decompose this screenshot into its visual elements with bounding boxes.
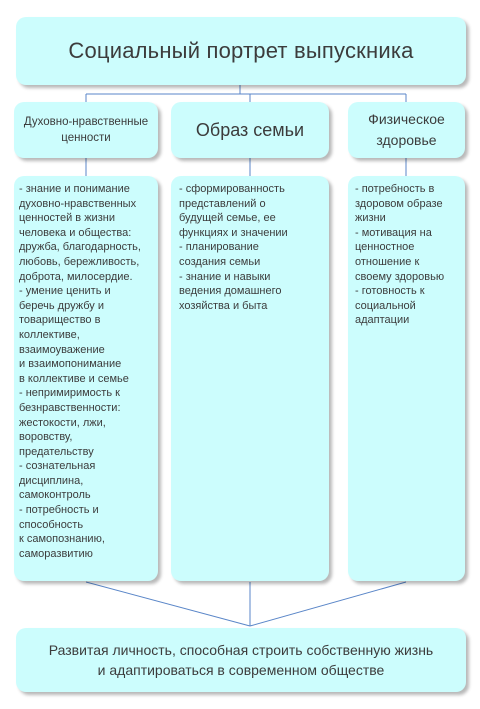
heading-box-spiritual-values (14, 102, 158, 158)
column-physical-health (348, 176, 465, 581)
list-family-image (179, 182, 325, 313)
list-item: - готовность к социальной адаптации (355, 285, 425, 327)
list-item: - сознательная дисциплина, самоконтроль (19, 460, 96, 502)
heading-physical-health: Физическое здоровье (368, 111, 445, 148)
connector-col1-result (86, 582, 250, 626)
list-spiritual-values (19, 182, 154, 561)
list-item: - сформированность представлений о будущей семье, ее функциях и значении (179, 183, 288, 239)
result-text: Развитая личность, способная строить собственную жизнь и адаптироваться в современном обществе (48, 642, 434, 678)
heading-box-physical-health (348, 102, 465, 158)
result-box (16, 628, 466, 692)
heading-box-family-image (171, 102, 329, 158)
list-item: - мотивация на ценностное отношение к своему здоровью (355, 226, 445, 283)
heading-family-image: Образ семьи (195, 120, 305, 140)
list-item: - потребность в здоровом образе жизни (355, 183, 443, 225)
list-item: - знание и навыки ведения домашнего хозяйства и быта (179, 270, 282, 312)
list-physical-health (355, 182, 461, 328)
title-box (16, 17, 466, 85)
list-item: - непримиримость к безнравственности: жестокости, лжи, воровству, предательству (19, 387, 121, 458)
diagram-title: Социальный портрет выпускника (68, 38, 414, 63)
list-item: - потребность и способность к самопознанию, саморазвитию (19, 504, 105, 560)
heading-spiritual-values: Духовно-нравственные ценности (23, 116, 149, 144)
list-item: - планирование создания семьи (179, 241, 261, 268)
list-item: - знание и понимание духовно-нравственных ценностей в жизни человека и общества: дружба, благодарность, любовь, бережливость, доброта, милосердие. (19, 183, 141, 283)
column-spiritual-values (14, 176, 158, 581)
list-item: - умение ценить и беречь дружбу и товарищество в коллективе, взаимоуважение и взаимопонимание в коллективе и семье (19, 285, 129, 385)
connector-col3-result (250, 582, 406, 626)
column-family-image (171, 176, 329, 581)
